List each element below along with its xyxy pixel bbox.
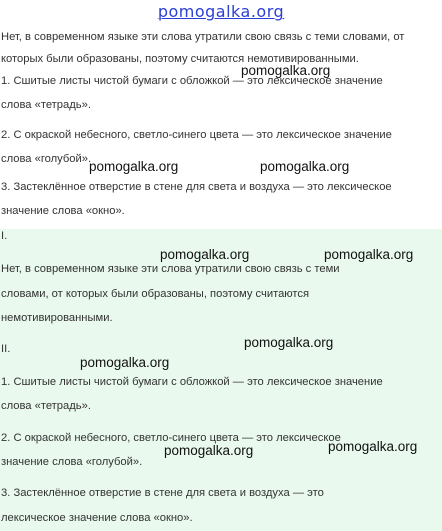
- watermark: pomogalka.org: [260, 159, 350, 174]
- watermark: pomogalka.org: [160, 247, 250, 262]
- task-intro-line-1: Нет, в современном языке эти слова утратили свою связь с теми словами, от: [1, 31, 405, 43]
- answer-item-2-line-2: значение слова «голубой».: [1, 456, 143, 468]
- answer-part1-line-3: немотивированными.: [1, 312, 113, 324]
- answer-item-3-line-1: 3. Застеклённое отверстие в стене для света и воздуха — это: [1, 487, 324, 499]
- watermark: pomogalka.org: [241, 63, 331, 78]
- answer-part2-label: II.: [1, 343, 11, 355]
- watermark: pomogalka.org: [328, 439, 418, 454]
- answer-part1-line-1: Нет, в современном языке эти слова утратили свою связь с теми: [1, 263, 340, 275]
- answer-item-3-line-2: лексическое значение слова «окно».: [1, 512, 193, 524]
- watermark: pomogalka.org: [80, 355, 170, 370]
- task-item-3-line-2: значение слова «окно».: [1, 205, 125, 217]
- task-item-1-line-1: 1. Сшитые листы чистой бумаги с обложкой — это лексическое значение: [1, 75, 383, 87]
- task-item-3-line-1: 3. Застеклённое отверстие в стене для света и воздуха — это лексическое: [1, 181, 392, 193]
- task-block: [0, 22, 442, 229]
- answer-item-1-line-1: 1. Сшитые листы чистой бумаги с обложкой — это лексическое значение: [1, 376, 383, 388]
- answer-item-1-line-2: слова «тетрадь».: [1, 400, 91, 412]
- site-logo[interactable]: pomogalka.org: [157, 2, 285, 21]
- task-item-2-line-1: 2. С окраской небесного, светло-синего цвета — это лексическое значение: [1, 129, 392, 141]
- task-item-2-line-2: слова «голубой».: [1, 153, 92, 165]
- task-intro-line-2: которых были образованы, поэтому считаются немотивированными.: [1, 53, 359, 65]
- watermark: pomogalka.org: [324, 247, 414, 262]
- answer-part1-label: I.: [1, 230, 8, 242]
- watermark: pomogalka.org: [244, 335, 334, 350]
- answer-part1-line-2: словами, от которых были образованы, поэтому считаются: [1, 288, 310, 300]
- watermark: pomogalka.org: [89, 159, 179, 174]
- watermark: pomogalka.org: [164, 443, 254, 458]
- answer-block: [0, 229, 442, 531]
- task-item-1-line-2: слова «тетрадь».: [1, 99, 91, 111]
- answer-item-2-line-1: 2. С окраской небесного, светло-синего цвета — это лексическое: [1, 432, 341, 444]
